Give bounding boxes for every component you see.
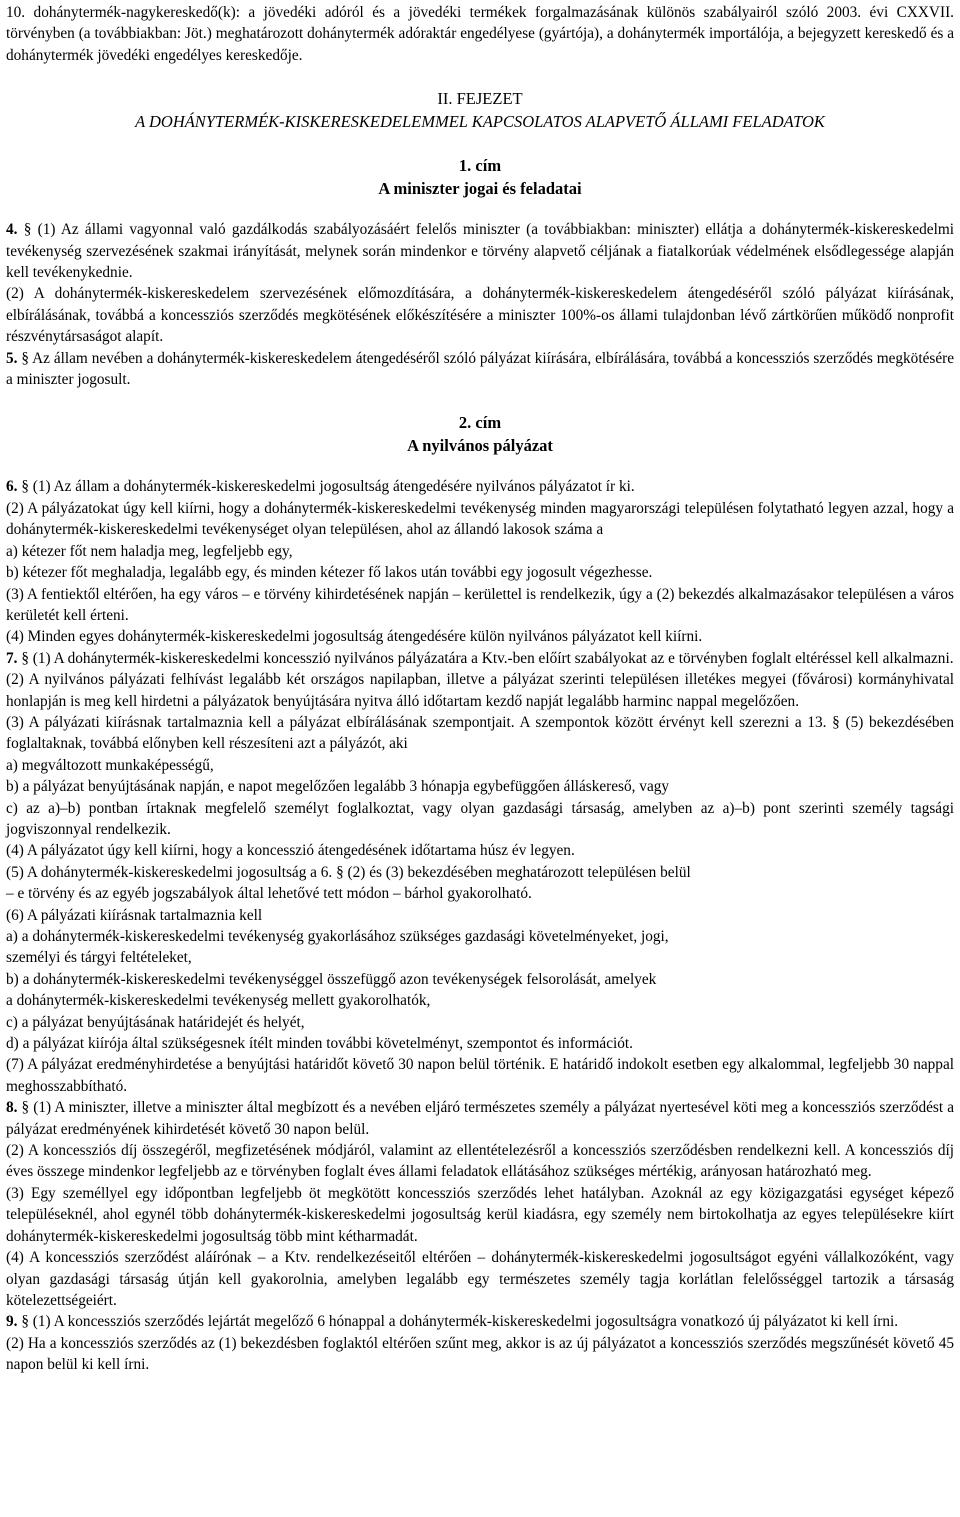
section-7-para-6: (6) A pályázati kiírásnak tartalmaznia kell bbox=[6, 906, 263, 924]
chapter-number: II. FEJEZET bbox=[437, 89, 523, 109]
section-6-para-4: (4) Minden egyes dohánytermék-kiskereskedelmi jogosultság átengedésére külön nyilvános pályázatot kell kiírni. bbox=[6, 628, 703, 646]
section-sign: § bbox=[23, 221, 32, 239]
chapter-title: A DOHÁNYTERMÉK-KISKERESKEDELEMMEL KAPCSOLATOS ALAPVETŐ ÁLLAMI FELADATOK bbox=[135, 112, 825, 132]
section-7-para-6-d: d) a pályázat kiírója által szükségesnek ítélt minden további követelményt, szempontot és információt. bbox=[6, 1035, 633, 1053]
section-7-para-7: (7) A pályázat eredményhirdetése a benyújtási határidőt követő 30 napon belül történik. E határidő indokolt esetben egy alkalommal, legfeljebb 30 nappal meghosszabbítható. bbox=[6, 1056, 954, 1095]
section-7-number: 7. bbox=[6, 649, 18, 667]
section-4-number: 4. bbox=[6, 221, 18, 239]
section-7-para-6-b-line-1: b) a dohánytermék-kiskereskedelmi tevékenységgel összefüggő azon tevékenységek felsorolását, amelyek bbox=[6, 970, 657, 988]
section-sign: § bbox=[21, 478, 29, 496]
section-8-number: 8. bbox=[6, 1099, 18, 1117]
section-7-para-3-b: b) a pályázat benyújtásának napján, e napot megelőzően legalább 3 hónapja egybefüggően álláskereső, vagy bbox=[6, 778, 670, 796]
title-2-number: 2. cím bbox=[458, 413, 502, 433]
section-5-number: 5. bbox=[6, 349, 18, 367]
section-7-para-6-a-line-1: a) a dohánytermék-kiskereskedelmi tevékenység gyakorlásához szükséges gazdasági követelményeket, jogi, bbox=[6, 928, 669, 945]
definition-10: 10. dohánytermék-nagykereskedő(k): a jövedéki adóról és a jövedéki termékek forgalmazásának különös szabályairól szóló 2003. évi CXXVII. törvényben (a továbbiakban: Jöt.) meghatározott dohánytermék adóraktár engedélyese (gyártója), a dohánytermék importálója, a bejegyzett kereskedő és a dohánytermék jövedéki engedélyes kereskedője. bbox=[6, 4, 954, 64]
section-6-para-3: (3) A fentiektől eltérően, ha egy város – e törvény kihirdetésének napján – kerülettel is rendelkezik, úgy a (2) bekezdés alkalmazásakor településen a város kerületét kell érteni. bbox=[6, 585, 954, 624]
section-7-para-4: (4) A pályázatot úgy kell kiírni, hogy a koncesszió átengedésének időtartama húsz év legyen. bbox=[6, 842, 575, 860]
section-5: 5. § Az állam nevében a dohánytermék-kiskereskedelem átengedéséről szóló pályázat kiírására, elbírálására, továbbá a koncessziós szerződés megkötésére a miniszter jogosult. bbox=[6, 349, 954, 389]
section-7-para-2: (2) A nyilvános pályázati felhívást legalább két országos napilapban, illetve a pályázat szerinti településen illetékes megyei (fővárosi) kormányhivatal honlapján is meg kell hirdetni a pályázatok benyújtására nyitva álló időtartam kezdő napját legalább harminc nappal megelőzően. bbox=[6, 671, 954, 710]
section-6-para-2-a: a) kétezer főt nem haladja meg, legfeljebb egy, bbox=[6, 542, 293, 560]
section-8-para-2: (2) A koncessziós díj összegéről, megfizetésének módjáról, valamint az ellentételezésről a koncessziós szerződésben rendelkezni kell. A koncessziós díj éves összege mindenkor legfeljebb az e törvényben foglalt éves állami feladatok ellátásához szükséges mértékig, arányosan határozható meg. bbox=[6, 1142, 954, 1181]
section-sign: § bbox=[21, 1313, 29, 1331]
title-2-heading: A nyilvános pályázat bbox=[407, 436, 553, 456]
section-9-para-2: (2) Ha a koncessziós szerződés az (1) bekezdésben foglaktól eltérően szűnt meg, akkor is az új pályázatot a koncessziós szerződés megszűnését követő 45 napon belül ki kell írni. bbox=[6, 1334, 954, 1374]
section-sign: § bbox=[21, 1099, 30, 1117]
section-7-para-1: 7. § (1) A dohánytermék-kiskereskedelmi koncesszió nyilvános pályázatára a Ktv.-ben előírt szabályokat az e törvényben foglalt eltéréssel kell alkalmazni. bbox=[6, 649, 954, 667]
section-6-number: 6. bbox=[6, 478, 18, 496]
section-7-para-3-c: c) az a)–b) pontban írtaknak megfelelő személyt foglalkoztat, vagy olyan gazdasági társaság, amelyben az a)–b) pont szerinti személy tagsági jogviszonnyal rendelkezik. bbox=[6, 799, 954, 838]
section-7-para-6-a-line-2: személyi és tárgyi feltételeket, bbox=[6, 949, 192, 967]
section-4-para-1: 4. § (1) Az állami vagyonnal való gazdálkodás szabályozásáért felelős miniszter (a továbbiakban: miniszter) ellátja a dohánytermék-kiskereskedelmi tevékenység szervezésének szakmai irányítását, melynek során mindenkor e törvény alapvető céljának a fiatalkorúak védelmének elsődlegessége alapján kell tevékenykednie. bbox=[6, 221, 954, 282]
section-8-para-1: 8. § (1) A miniszter, illetve a miniszter által megbízott és a nevében eljáró természetes személy a pályázat nyertesével köti meg a koncessziós szerződést a pályázat eredményének kihirdetését követő 30 napon belül. bbox=[6, 1099, 954, 1138]
section-7-para-6-c: c) a pályázat benyújtásának határidejét és helyét, bbox=[6, 1013, 305, 1031]
section-sign: § bbox=[21, 649, 29, 667]
section-7-para-6-b-line-2: a dohánytermék-kiskereskedelmi tevékenység mellett gyakorolhatók, bbox=[6, 992, 431, 1010]
section-6-para-2-b: b) kétezer főt meghaladja, legalább egy, és minden kétezer fő lakos után további egy jogosult végezhesse. bbox=[6, 564, 653, 582]
section-7-para-3-a: a) megváltozott munkaképességű, bbox=[6, 756, 214, 774]
section-8-para-3: (3) Egy személlyel egy időpontban legfeljebb öt megkötött koncessziós szerződés lehet hatályban. Azoknál az egy közigazgatási egységet képező településeknél, ahol egynél több dohánytermék-kiskereskedelmi jogosultság kerül kiadásra, egy személy nem birtokolhatja az egyes településekre kiírt dohánytermék-kiskereskedelmi jogosultság több mint kétharmadát. bbox=[6, 1184, 954, 1245]
section-7-para-5-line-1: (5) A dohánytermék-kiskereskedelmi jogosultság a 6. § (2) és (3) bekezdésében meghatározott településen belül bbox=[6, 863, 691, 881]
section-8-para-4: (4) A koncessziós szerződést aláírónak – a Ktv. rendelkezéseitől eltérően – dohánytermék-kiskereskedelmi jogosultságot egyéni vállalkozóként, vagy olyan gazdasági társaság útján kell gyakorolnia, amelyben legalább egy természetes személy tagja korlátlan felelősséggel tartozik a társaság kötelezettségeiért. bbox=[6, 1249, 954, 1309]
section-7-para-3: (3) A pályázati kiírásnak tartalmaznia kell a pályázat elbírálásának szempontjait. A szempontok között érvényt kell szerezni a 13. § (5) bekezdésében foglaltaknak, továbbá előnyben kell részesíteni azt a pályázót, aki bbox=[6, 713, 954, 753]
section-sign: § bbox=[21, 349, 30, 367]
title-1-heading: A miniszter jogai és feladatai bbox=[378, 179, 582, 199]
section-4-para-2: (2) A dohánytermék-kiskereskedelem szervezésének előmozdítására, a dohánytermék-kiskereskedelem átengedéséről szóló pályázat kiírásának, elbírálásának, továbbá a koncessziós szerződés megkötésének előkészítésére a miniszter 100%-os állami tulajdonban lévő zártkörűen működő nonprofit részvénytársaságot alapít. bbox=[6, 285, 954, 346]
section-6-para-1: 6. § (1) Az állam a dohánytermék-kiskereskedelmi jogosultság átengedésére nyilvános pályázatot ír ki. bbox=[6, 478, 635, 496]
section-9-number: 9. bbox=[6, 1313, 18, 1331]
section-6-para-2: (2) A pályázatokat úgy kell kiírni, hogy a dohánytermék-kiskereskedelmi tevékenység minden magyarországi településen folytatható legyen azzal, hogy a dohánytermék-kiskereskedelmi tevékenységet olyan településen, ahol az állandó lakosok száma a bbox=[6, 499, 954, 539]
section-9-para-1: 9. § (1) A koncessziós szerződés lejártát megelőző 6 hónappal a dohánytermék-kiskereskedelmi jogosultságra vonatkozó új pályázatot ki kell írni. bbox=[6, 1313, 899, 1331]
title-1-number: 1. cím bbox=[458, 156, 502, 176]
section-7-para-5-line-2: – e törvény és az egyéb jogszabályok által lehetővé tett módon – bárhol gyakorolható. bbox=[6, 885, 532, 903]
